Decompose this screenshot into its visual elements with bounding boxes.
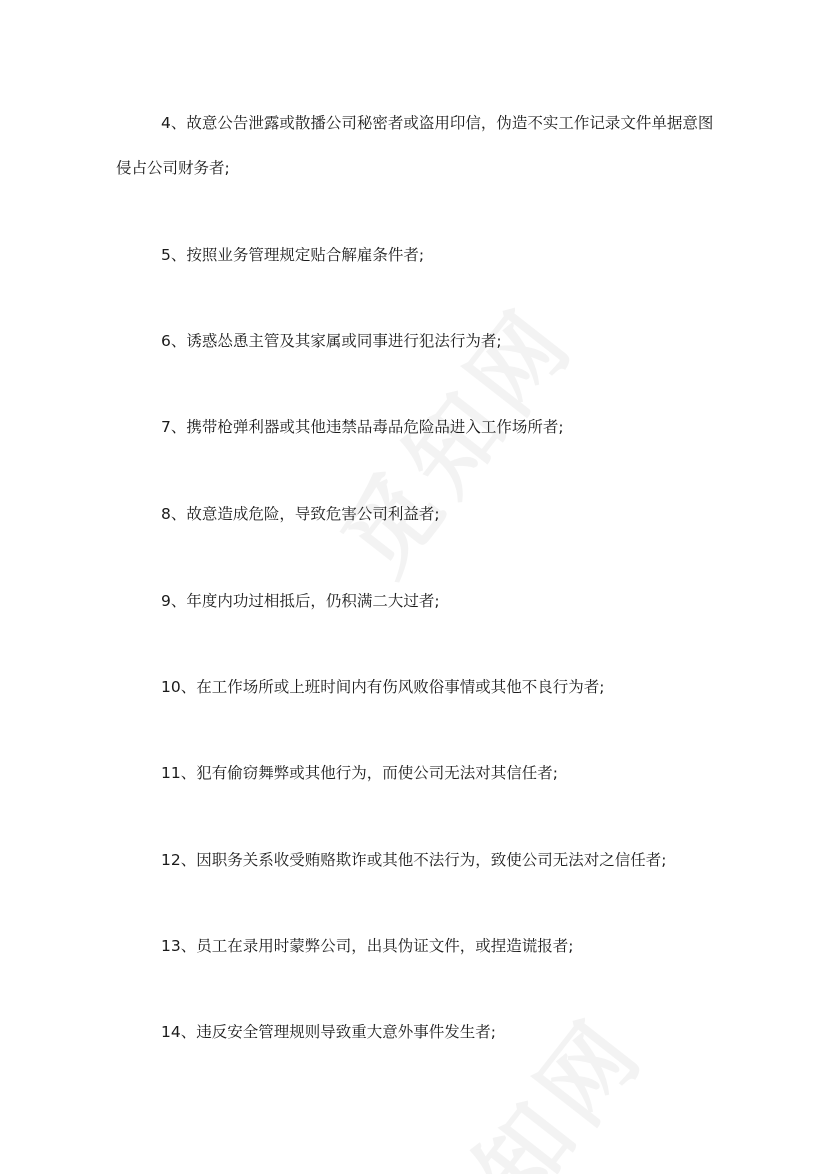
list-item: 9、年度内功过相抵后，仍积满二大过者; [161, 592, 440, 610]
list-item: 10、在工作场所或上班时间内有伤风败俗事情或其他不良行为者; [161, 678, 605, 696]
list-item: 4、故意公告泄露或散播公司秘密者或盗用印信，伪造不实工作记录文件单据意图侵占公司财务者; [116, 114, 714, 177]
list-item: 6、诱惑怂恿主管及其家属或同事进行犯法行为者; [161, 332, 502, 350]
list-item: 8、故意造成危险，导致危害公司利益者; [161, 505, 440, 523]
list-item: 12、因职务关系收受贿赂欺诈或其他不法行为，致使公司无法对之信任者; [161, 851, 667, 869]
list-item: 11、犯有偷窃舞弊或其他行为，而使公司无法对其信任者; [161, 764, 558, 782]
list-item: 7、携带枪弹利器或其他违禁品毒品危险品进入工作场所者; [161, 418, 564, 436]
list-item: 5、按照业务管理规定贴合解雇条件者; [161, 246, 425, 264]
list-item: 14、违反安全管理规则导致重大意外事件发生者; [161, 1023, 496, 1041]
list-item: 13、员工在录用时蒙弊公司，出具伪证文件，或捏造谎报者; [161, 937, 574, 955]
